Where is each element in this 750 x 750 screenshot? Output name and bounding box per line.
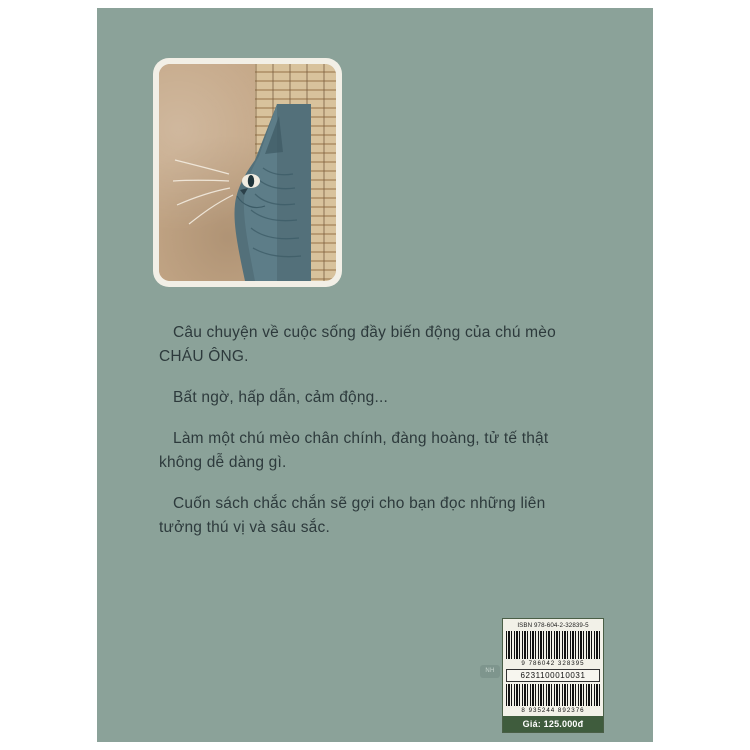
blurb-paragraph-2: Bất ngờ, hấp dẫn, cảm động... xyxy=(173,389,389,407)
blurb-paragraph-1: Câu chuyện về cuộc sống đầy biến động của chú mèo CHÁU ÔNG. xyxy=(159,324,556,366)
blurb-text xyxy=(159,321,579,540)
cover-illustration xyxy=(153,58,342,287)
blurb-paragraph-4: Cuốn sách chắc chắn sẽ gợi cho bạn đọc những liên tưởng thú vị và sâu sắc. xyxy=(159,495,546,537)
barcode-digits-bottom: 8 935244 892376 xyxy=(521,707,585,714)
illustration-inner xyxy=(159,64,336,281)
cat-illustration-icon xyxy=(159,64,336,281)
barcode-bars-bottom xyxy=(506,684,600,706)
inner-code-text: 6231100010031 xyxy=(506,669,600,682)
book-back-cover xyxy=(97,8,653,742)
price-label: Giá: 125.000đ xyxy=(503,716,603,732)
barcode-digits-top: 9 786042 328395 xyxy=(521,660,585,667)
barcode-block xyxy=(502,618,604,733)
blurb-paragraph-3: Làm một chú mèo chân chính, đàng hoàng, tử tế thật không dễ dàng gì. xyxy=(159,430,549,472)
publisher-logo-mark: NH xyxy=(480,665,500,678)
isbn-text: ISBN 978-604-2-32839-5 xyxy=(517,622,589,629)
barcode-bars-top xyxy=(506,631,600,659)
